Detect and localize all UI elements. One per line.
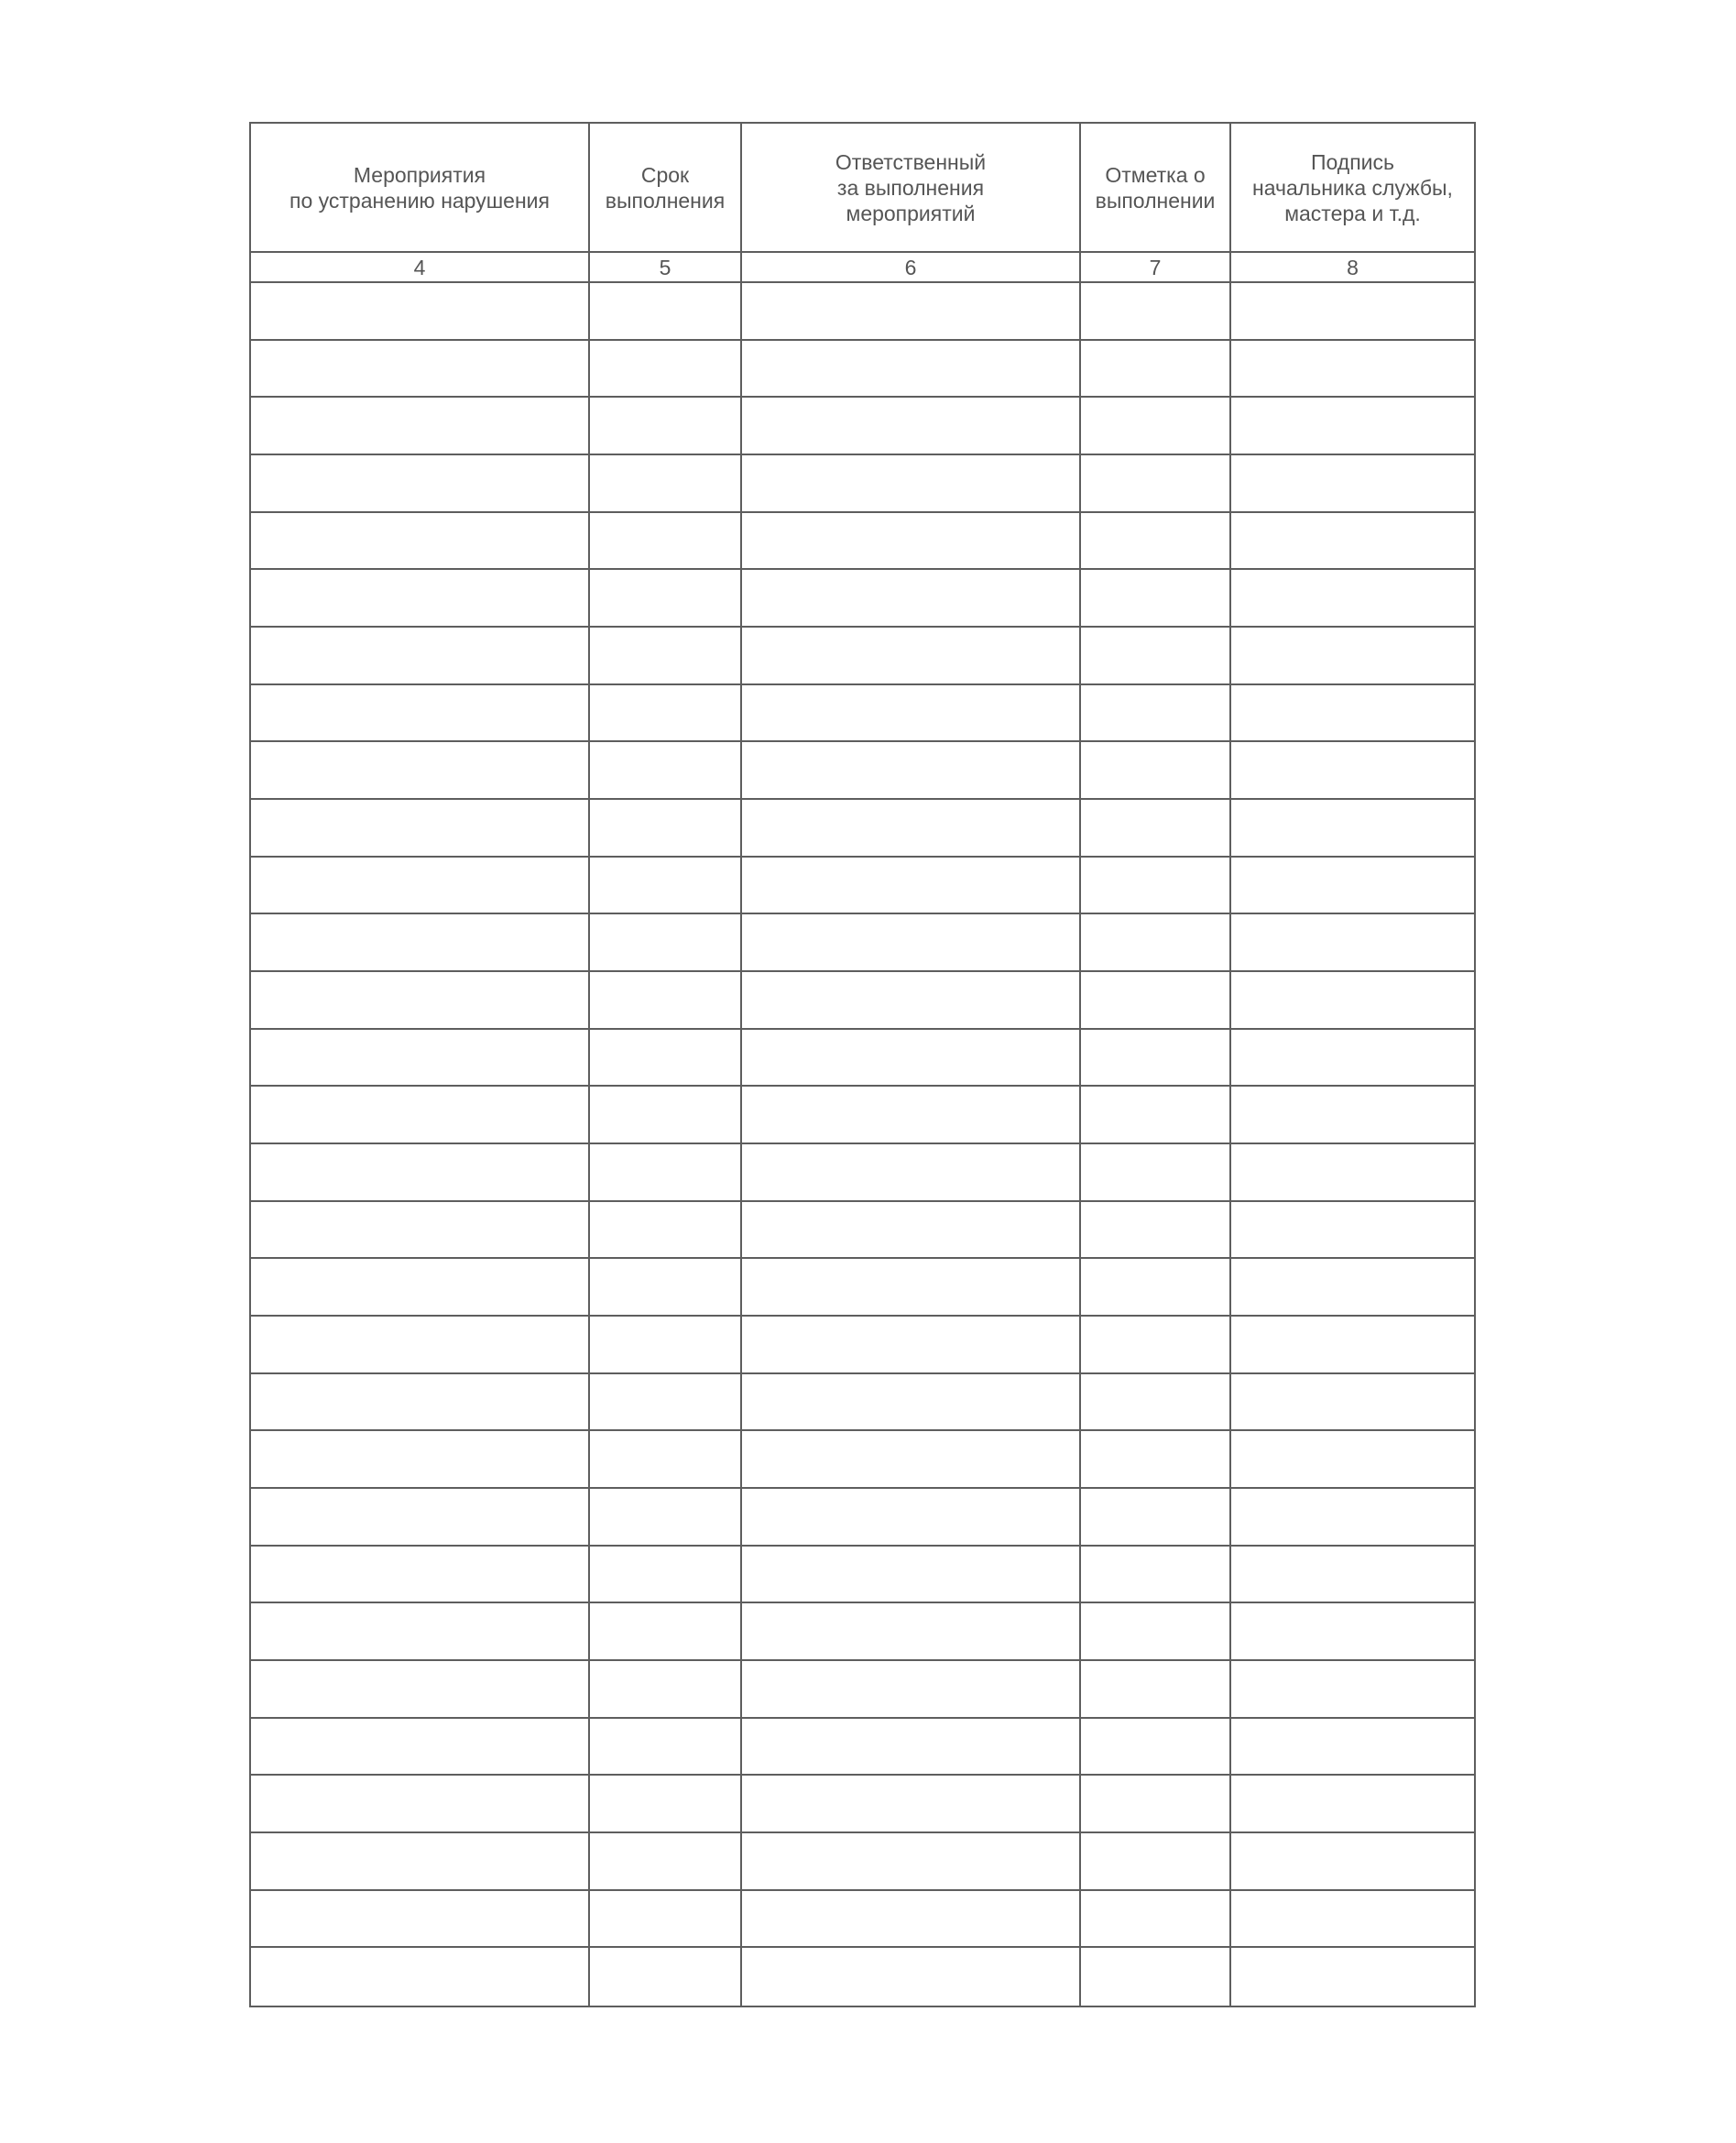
table-cell[interactable] bbox=[590, 570, 742, 628]
table-cell[interactable] bbox=[1231, 1374, 1474, 1432]
table-cell[interactable] bbox=[1231, 570, 1474, 628]
table-cell[interactable] bbox=[590, 1202, 742, 1260]
table-cell[interactable] bbox=[742, 341, 1081, 399]
column-number: 6 bbox=[742, 253, 1081, 283]
table-cell[interactable] bbox=[251, 1603, 590, 1661]
table-cell[interactable] bbox=[251, 1087, 590, 1144]
table-cell[interactable] bbox=[1081, 1661, 1231, 1719]
table-cell[interactable] bbox=[1231, 1202, 1474, 1260]
table-cell[interactable] bbox=[1231, 513, 1474, 571]
table-cell[interactable] bbox=[1081, 1259, 1231, 1317]
table-cell[interactable] bbox=[251, 1374, 590, 1432]
table-cell[interactable] bbox=[590, 1661, 742, 1719]
table-cell[interactable] bbox=[1231, 1030, 1474, 1088]
table-cell[interactable] bbox=[1231, 1891, 1474, 1949]
table-cell[interactable] bbox=[742, 1547, 1081, 1604]
table-cell[interactable] bbox=[590, 1087, 742, 1144]
table-cell[interactable] bbox=[590, 1719, 742, 1777]
table-cell[interactable] bbox=[590, 1891, 742, 1949]
table-cell[interactable] bbox=[1081, 1087, 1231, 1144]
table-cell[interactable] bbox=[742, 858, 1081, 915]
table-cell[interactable] bbox=[1081, 1891, 1231, 1949]
table-cell[interactable] bbox=[251, 1833, 590, 1891]
table-cell[interactable] bbox=[742, 1374, 1081, 1432]
table-cell[interactable] bbox=[1231, 1661, 1474, 1719]
table-cell[interactable] bbox=[251, 1489, 590, 1547]
table-cell[interactable] bbox=[251, 628, 590, 685]
table-cell[interactable] bbox=[1231, 742, 1474, 800]
table-cell[interactable] bbox=[590, 800, 742, 858]
table-cell[interactable] bbox=[251, 1317, 590, 1374]
table-cell[interactable] bbox=[742, 1719, 1081, 1777]
table-cell[interactable] bbox=[1231, 972, 1474, 1030]
table-cell[interactable] bbox=[1231, 1603, 1474, 1661]
table-cell[interactable] bbox=[1081, 858, 1231, 915]
header-responsible: Ответственный за выполнения мероприятий bbox=[742, 124, 1081, 253]
table-cell[interactable] bbox=[590, 972, 742, 1030]
table-cell[interactable] bbox=[742, 1891, 1081, 1949]
table-cell[interactable] bbox=[590, 1833, 742, 1891]
table-cell[interactable] bbox=[590, 742, 742, 800]
table-cell[interactable] bbox=[1081, 283, 1231, 341]
table-cell[interactable] bbox=[742, 800, 1081, 858]
table-cell[interactable] bbox=[1231, 455, 1474, 513]
form-table bbox=[249, 122, 1476, 2007]
table-cell[interactable] bbox=[251, 742, 590, 800]
table-cell[interactable] bbox=[1231, 800, 1474, 858]
table-cell[interactable] bbox=[251, 800, 590, 858]
table-cell[interactable] bbox=[590, 1144, 742, 1202]
table-cell[interactable] bbox=[251, 1776, 590, 1833]
table-cell[interactable] bbox=[742, 1202, 1081, 1260]
table-cell[interactable] bbox=[590, 341, 742, 399]
table-cell[interactable] bbox=[742, 1833, 1081, 1891]
table-cell[interactable] bbox=[1081, 1603, 1231, 1661]
table-cell[interactable] bbox=[590, 628, 742, 685]
table-cell[interactable] bbox=[590, 1489, 742, 1547]
table-cell[interactable] bbox=[1231, 1259, 1474, 1317]
table-cell[interactable] bbox=[590, 1431, 742, 1489]
table-cell[interactable] bbox=[251, 1431, 590, 1489]
table-cell[interactable] bbox=[1231, 628, 1474, 685]
table-cell[interactable] bbox=[742, 972, 1081, 1030]
table-cell[interactable] bbox=[251, 1547, 590, 1604]
table-cell[interactable] bbox=[1231, 283, 1474, 341]
table-cell[interactable] bbox=[1081, 1030, 1231, 1088]
table-cell[interactable] bbox=[742, 628, 1081, 685]
table-cell[interactable] bbox=[1231, 398, 1474, 455]
table-cell[interactable] bbox=[1081, 1317, 1231, 1374]
table-cell[interactable] bbox=[251, 455, 590, 513]
table-cell[interactable] bbox=[1231, 685, 1474, 743]
table-cell[interactable] bbox=[590, 1547, 742, 1604]
table-cell[interactable] bbox=[590, 1776, 742, 1833]
table-cell[interactable] bbox=[251, 1030, 590, 1088]
table-cell[interactable] bbox=[590, 398, 742, 455]
table-cell[interactable] bbox=[1081, 1776, 1231, 1833]
table-cell[interactable] bbox=[1081, 1719, 1231, 1777]
table-cell[interactable] bbox=[1231, 341, 1474, 399]
table-cell[interactable] bbox=[1081, 341, 1231, 399]
table-cell[interactable] bbox=[742, 1431, 1081, 1489]
table-cell[interactable] bbox=[590, 914, 742, 972]
table-cell[interactable] bbox=[1081, 1547, 1231, 1604]
table-cell[interactable] bbox=[742, 742, 1081, 800]
table-cell[interactable] bbox=[1231, 1833, 1474, 1891]
table-cell[interactable] bbox=[1081, 914, 1231, 972]
header-deadline: Срок выполнения bbox=[590, 124, 742, 253]
table-cell[interactable] bbox=[742, 570, 1081, 628]
table-cell[interactable] bbox=[1081, 398, 1231, 455]
table-cell[interactable] bbox=[1081, 742, 1231, 800]
table-cell[interactable] bbox=[742, 398, 1081, 455]
table-cell[interactable] bbox=[1231, 858, 1474, 915]
table-cell[interactable] bbox=[590, 1259, 742, 1317]
table-cell[interactable] bbox=[251, 1948, 590, 2006]
table-cell[interactable] bbox=[251, 972, 590, 1030]
table-cell[interactable] bbox=[251, 914, 590, 972]
table-cell[interactable] bbox=[742, 1489, 1081, 1547]
table-cell[interactable] bbox=[251, 1719, 590, 1777]
table-cell[interactable] bbox=[742, 1948, 1081, 2006]
table-cell[interactable] bbox=[1231, 1719, 1474, 1777]
table-cell[interactable] bbox=[1231, 914, 1474, 972]
table-cell[interactable] bbox=[1081, 800, 1231, 858]
table-cell[interactable] bbox=[1231, 1776, 1474, 1833]
table-cell[interactable] bbox=[251, 1202, 590, 1260]
table-cell[interactable] bbox=[251, 398, 590, 455]
table-cell[interactable] bbox=[251, 513, 590, 571]
table-cell[interactable] bbox=[590, 1948, 742, 2006]
table-cell[interactable] bbox=[742, 283, 1081, 341]
table-cell[interactable] bbox=[742, 1603, 1081, 1661]
table-cell[interactable] bbox=[1231, 1087, 1474, 1144]
header-completion-mark: Отметка о выполнении bbox=[1081, 124, 1231, 253]
table-cell[interactable] bbox=[590, 513, 742, 571]
table-cell[interactable] bbox=[590, 1603, 742, 1661]
table-cell[interactable] bbox=[1081, 1948, 1231, 2006]
table-cell[interactable] bbox=[742, 914, 1081, 972]
table-cell[interactable] bbox=[251, 1661, 590, 1719]
table-cell[interactable] bbox=[742, 513, 1081, 571]
column-number: 4 bbox=[251, 253, 590, 283]
table-cell[interactable] bbox=[590, 1317, 742, 1374]
table-cell[interactable] bbox=[742, 1030, 1081, 1088]
table-cell[interactable] bbox=[742, 1776, 1081, 1833]
table-cell[interactable] bbox=[1231, 1431, 1474, 1489]
table-cell[interactable] bbox=[590, 685, 742, 743]
table-cell[interactable] bbox=[1231, 1317, 1474, 1374]
table-cell[interactable] bbox=[251, 1259, 590, 1317]
table-cell[interactable] bbox=[251, 1891, 590, 1949]
table-cell[interactable] bbox=[251, 685, 590, 743]
table-cell[interactable] bbox=[1081, 1489, 1231, 1547]
table-cell[interactable] bbox=[1081, 570, 1231, 628]
table-cell[interactable] bbox=[590, 858, 742, 915]
table-cell[interactable] bbox=[1231, 1547, 1474, 1604]
header-measures: Мероприятия по устранению нарушения bbox=[251, 124, 590, 253]
table-cell[interactable] bbox=[742, 1317, 1081, 1374]
table-cell[interactable] bbox=[251, 283, 590, 341]
column-number: 7 bbox=[1081, 253, 1231, 283]
table-cell[interactable] bbox=[742, 685, 1081, 743]
table-cell[interactable] bbox=[590, 1374, 742, 1432]
table-cell[interactable] bbox=[1081, 1431, 1231, 1489]
table-cell[interactable] bbox=[1231, 1948, 1474, 2006]
table-cell[interactable] bbox=[742, 1087, 1081, 1144]
table-cell[interactable] bbox=[590, 455, 742, 513]
column-number: 5 bbox=[590, 253, 742, 283]
column-number: 8 bbox=[1231, 253, 1474, 283]
table-cell[interactable] bbox=[1231, 1489, 1474, 1547]
table-cell[interactable] bbox=[251, 858, 590, 915]
table-cell[interactable] bbox=[742, 1661, 1081, 1719]
table-cell[interactable] bbox=[742, 1259, 1081, 1317]
table-cell[interactable] bbox=[1081, 1202, 1231, 1260]
header-signature: Подпись начальника службы, мастера и т.д. bbox=[1231, 124, 1474, 253]
table-cell[interactable] bbox=[742, 1144, 1081, 1202]
table-cell[interactable] bbox=[1081, 513, 1231, 571]
table-cell[interactable] bbox=[1081, 455, 1231, 513]
table-cell[interactable] bbox=[1081, 628, 1231, 685]
table-cell[interactable] bbox=[590, 1030, 742, 1088]
table-cell[interactable] bbox=[251, 341, 590, 399]
table-cell[interactable] bbox=[1081, 1374, 1231, 1432]
table-cell[interactable] bbox=[590, 283, 742, 341]
table-cell[interactable] bbox=[1081, 685, 1231, 743]
table-cell[interactable] bbox=[1081, 1833, 1231, 1891]
table-cell[interactable] bbox=[1081, 1144, 1231, 1202]
table-cell[interactable] bbox=[1081, 972, 1231, 1030]
table-grid bbox=[251, 124, 1474, 2006]
table-cell[interactable] bbox=[251, 570, 590, 628]
table-cell[interactable] bbox=[1231, 1144, 1474, 1202]
table-cell[interactable] bbox=[742, 455, 1081, 513]
table-cell[interactable] bbox=[251, 1144, 590, 1202]
